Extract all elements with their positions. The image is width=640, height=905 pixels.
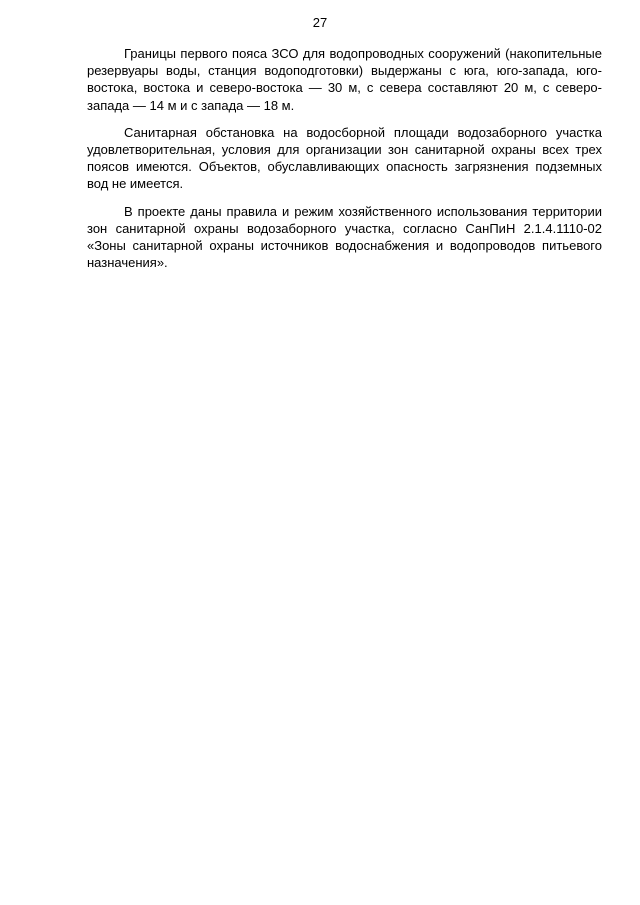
page-number: 27 bbox=[312, 15, 328, 30]
document-body bbox=[87, 45, 602, 281]
paragraph-project-rules: В проекте даны правила и режим хозяйственного использования территории зон санитарной охраны водозаборного участка, согласно СанПиН 2.1.4.1110-02 «Зоны санитарной охраны источников водоснабжения и водопроводов питьевого назначения». bbox=[87, 203, 602, 271]
paragraph-sanitary-situation: Санитарная обстановка на водосборной площади водозаборного участка удовлетворительная, условия для организации зон санитарной охраны всех трех поясов имеются. Объектов, обуславливающих опасность загрязнения подземных вод не имеется. bbox=[87, 124, 602, 192]
paragraph-zso-boundaries: Границы первого пояса ЗСО для водопроводных сооружений (накопительные резервуары воды, станция водоподготовки) выдержаны с юга, юго-запада, юго-востока, востока и северо-востока — 30 м, с севера составляют 20 м, с северо-запада — 14 м и с запада — 18 м. bbox=[87, 46, 602, 113]
